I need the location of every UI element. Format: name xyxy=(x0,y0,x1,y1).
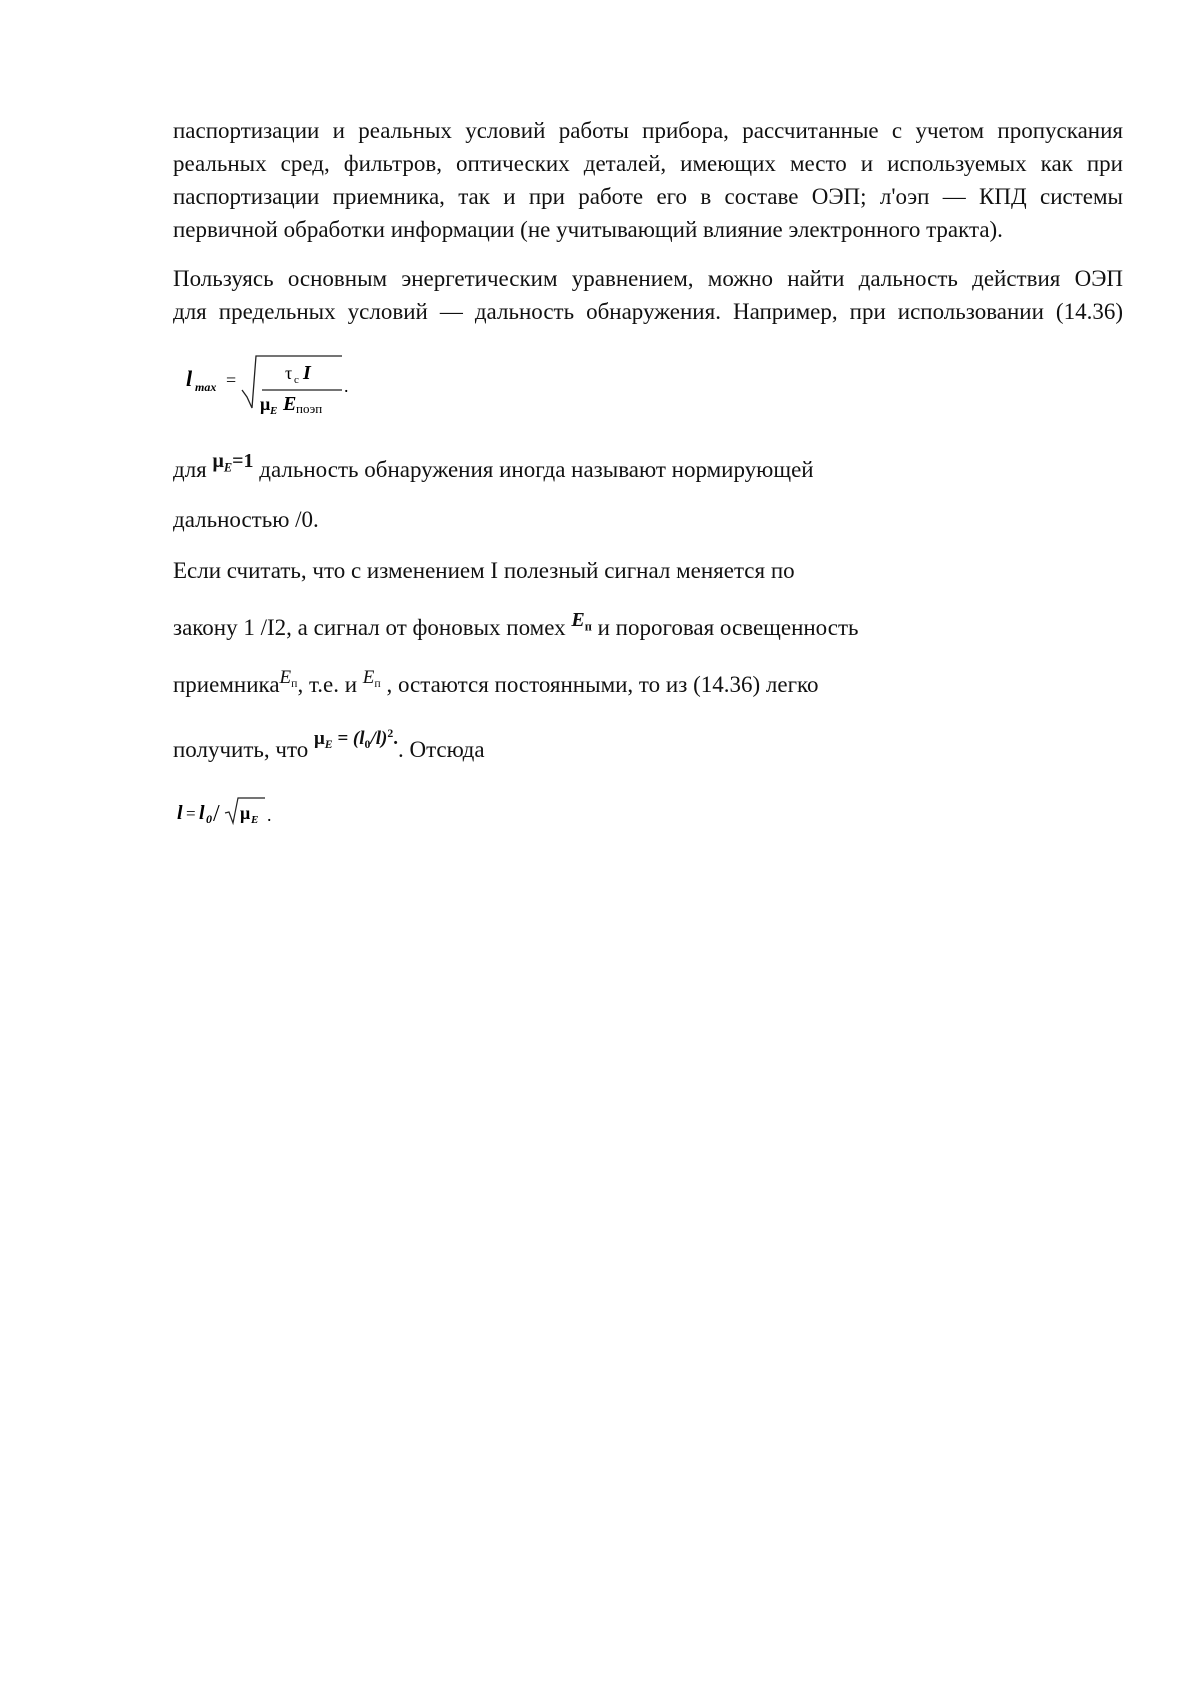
mu-e-symbol: μ xyxy=(313,728,325,749)
line-7-middle: , т.е. и xyxy=(297,672,358,697)
formula-l-lhs: l xyxy=(177,802,183,824)
inline-formula-mu-e-one xyxy=(212,450,254,475)
formula-lmax-lhs-sub: max xyxy=(195,380,217,394)
formula-l-period: . xyxy=(267,805,272,825)
line-7-prefix: приемника xyxy=(173,672,280,697)
e1-symbol: E xyxy=(279,667,292,688)
inline-formula-mu-e-ratio xyxy=(313,726,398,752)
e2-sub: п xyxy=(374,677,381,691)
paragraph-1-line-1: паспортизации и реальных условий работы прибора, рассчитанные с учетом пропускания xyxy=(173,118,1123,143)
line-3-suffix: дальность обнаружения иногда называют нормирующей xyxy=(259,457,814,482)
line-6-suffix: и пороговая освещенность xyxy=(597,615,859,640)
formula-lmax-E-sub: поэп xyxy=(296,401,323,415)
formula-lmax-mu-sub: E xyxy=(270,405,278,415)
formula-l-slash: / xyxy=(213,801,220,827)
e-sub: п xyxy=(584,619,592,634)
formula-lmax-equals: = xyxy=(226,370,237,390)
line-6 xyxy=(173,609,859,643)
line-7-suffix: , остаются постоянными, то из (14.36) легко xyxy=(386,672,819,697)
mu-symbol: μ xyxy=(212,450,224,472)
formula-l-l0: l xyxy=(199,802,205,824)
line-mu-e-one xyxy=(173,450,814,485)
inline-symbol-e-p-1 xyxy=(279,667,298,691)
formula-lmax-E: E xyxy=(283,393,297,415)
formula-l xyxy=(175,795,285,829)
formula-sup: 2 xyxy=(387,726,394,740)
e1-sub: п xyxy=(291,677,298,691)
inline-symbol-e-p xyxy=(571,609,592,634)
line-6-prefix: закону 1 /I2, а сигнал от фоновых помех xyxy=(173,615,566,640)
formula-lmax xyxy=(182,350,372,415)
formula-open: = (l xyxy=(332,728,365,749)
e2-symbol: E xyxy=(362,667,375,688)
formula-l-equals: = xyxy=(186,804,196,823)
inline-symbol-e-p-2 xyxy=(362,667,381,691)
l0-sub: 0 xyxy=(364,738,371,752)
paragraph-1 xyxy=(173,114,1123,246)
paragraph-1-line-4: первичной обработки информации (не учитывающий влияние электронного тракта). xyxy=(173,217,1003,242)
line-8-suffix: . Отсюда xyxy=(397,737,485,762)
line-4: дальностью /0. xyxy=(173,507,319,532)
mu-sub: E xyxy=(223,460,233,475)
paragraph-2-line-1: Пользуясь основным энергетическим уравнением, можно найти дальность действия ОЭП xyxy=(173,266,1123,291)
paragraph-1-line-2: реальных сред, фильтров, оптических деталей, имеющих место и используемых как при xyxy=(173,151,1123,176)
line-8 xyxy=(173,726,485,765)
formula-lmax-lhs: l xyxy=(186,366,193,391)
equals-one: =1 xyxy=(232,450,254,472)
formula-mid: /l) xyxy=(370,728,388,749)
formula-lmax-mu: μ xyxy=(260,394,271,414)
line-7 xyxy=(173,667,819,700)
formula-l-mu-sub: E xyxy=(251,814,259,826)
mu-e-sub: E xyxy=(324,738,333,752)
formula-lmax-I: I xyxy=(303,362,311,384)
paragraph-2-line-2: для предельных условий — дальность обнаружения. Например, при использовании (14.36) xyxy=(173,299,1123,324)
formula-lmax-period: . xyxy=(344,376,349,396)
paragraph-2 xyxy=(173,262,1123,328)
formula-lmax-tau: τ xyxy=(285,363,293,383)
formula-end: . xyxy=(393,728,398,749)
paragraph-1-line-3: паспортизации приемника, так и при работе его в составе ОЭП; л'оэп — КПД системы xyxy=(173,184,1123,209)
line-8-prefix: получить, что xyxy=(173,737,309,762)
line-3-prefix: для xyxy=(173,457,207,482)
line-5: Если считать, что с изменением I полезный сигнал меняется по xyxy=(173,558,795,583)
formula-l-l0-sub: 0 xyxy=(206,812,212,826)
formula-lmax-tau-sub: c xyxy=(294,374,299,386)
formula-l-mu: μ xyxy=(240,803,251,823)
e-symbol: E xyxy=(571,609,585,631)
